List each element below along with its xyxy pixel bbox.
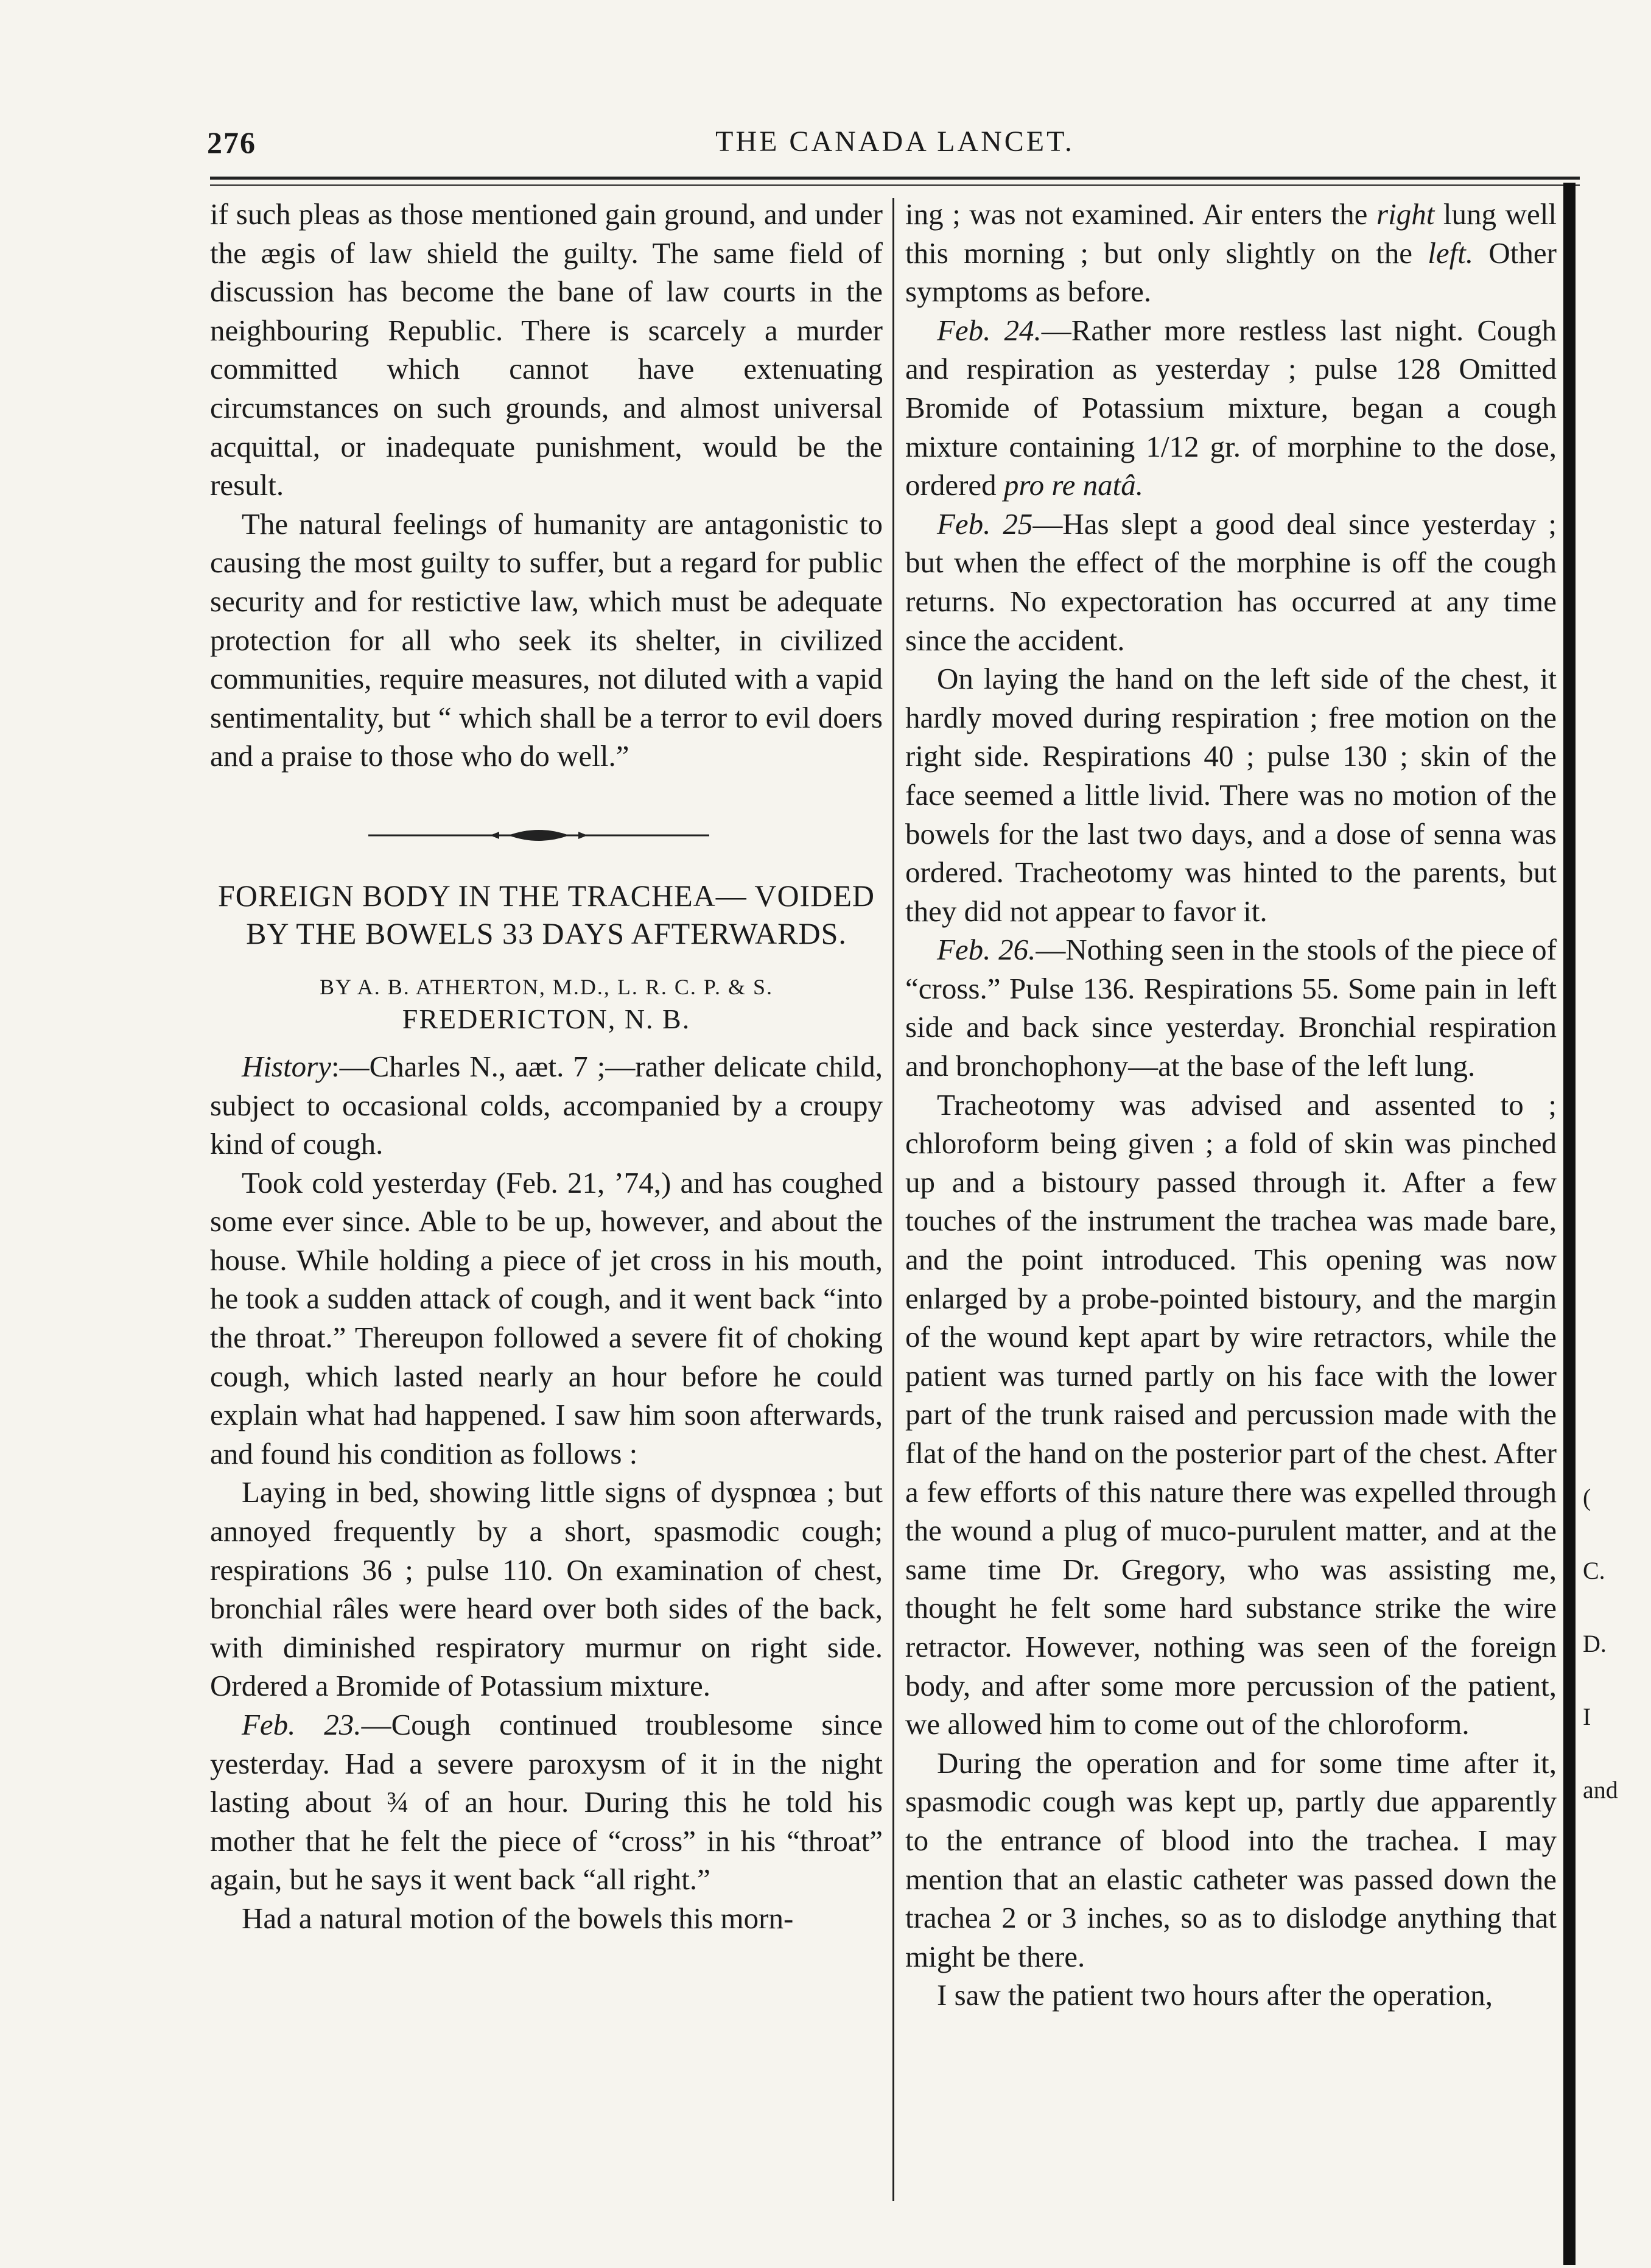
- paragraph: On laying the hand on the left side of the chest, it hardly moved during respiration ; free motion on the right side. Respirations 40 ; pulse 130 ; skin of the face seemed a little livid. There was no motion of the bowels for the last two days, and a dose of senna was ordered. Tracheotomy was hinted to the parents, but they did not appear to favor it.: [905, 662, 1557, 928]
- running-title: THE CANADA LANCET.: [715, 125, 1074, 158]
- paragraph: Feb. 26.—Nothing seen in the stools of the piece of “cross.” Pulse 136. Respirations 55. Some pain in left side and back since yesterday. Bronchial respiration and bronchophony—at the base of the left lung.: [905, 933, 1557, 1083]
- margin-fragment: (: [1583, 1484, 1591, 1511]
- header-rule-thin: [210, 184, 1580, 186]
- section-ornament: [210, 823, 883, 848]
- paragraph: Tracheotomy was advised and assented to ; chloroform being given ; a fold of skin was pinched up and a bistoury passed through it. After a few touches of the instrument the trachea was made bare, and the point introduced. This opening was now enlarged by a probe-pointed bistoury, and the margin of the wound kept apart by wire retractors, while the patient was turned partly on his face with the lower part of the trunk raised and percussion made with the flat of the hand on the posterior part of the chest. After a few efforts of this nature there was expelled through the wound a plug of muco-purulent matter, and at the same time Dr. Gregory, who was assisting me, thought he felt some hard substance strike the wire retractor. However, nothing was seen of the foreign body, and after some more percussion of the patient, we allowed him to come out of the chloroform.: [905, 1087, 1557, 1741]
- article-title: FOREIGN BODY IN THE TRACHEA— VOIDED BY THE BOWELS 33 DAYS AFTERWARDS.: [218, 878, 875, 950]
- date-label: Feb. 26.: [937, 933, 1036, 967]
- paragraph: Laying in bed, showing little signs of dyspnœa ; but annoyed frequently by a short, spasmodic cough; respirations 36 ; pulse 110. On examination of chest, bronchial râles were heard over both sides of the back, with diminished respiratory murmur on right side. Ordered a Bromide of Potassium mixture.: [210, 1475, 883, 1703]
- margin-fragment: D.: [1583, 1630, 1607, 1657]
- column-divider: [892, 198, 894, 2201]
- date-label: Feb. 23.: [242, 1708, 362, 1741]
- margin-fragment: and: [1583, 1776, 1618, 1803]
- page-number: 276: [207, 125, 256, 160]
- margin-fragment: C.: [1583, 1557, 1605, 1584]
- right-column: [905, 195, 1557, 2015]
- margin-fragments: [1583, 1461, 1632, 1827]
- page-header: [207, 125, 1583, 161]
- paragraph: Feb. 23.—Cough continued troublesome since yesterday. Had a severe paroxysm of it in the night lasting about ¾ of an hour. During this he told his mother that he felt the piece of “cross” in his “throat” again, but he says it went back “all right.”: [210, 1708, 883, 1897]
- paragraph: ing ; was not examined. Air enters the right lung well this morning ; but only slightly on the left. Other symptoms as before.: [905, 197, 1557, 309]
- header-rule-thick: [210, 177, 1580, 180]
- paragraph: Feb. 24.—Rather more restless last night. Cough and respiration as yesterday ; pulse 128 Omitted Bromide of Potassium mixture, began a cough mixture containing 1/12 gr. of morphine to the dose, ordered pro re natâ.: [905, 313, 1557, 502]
- paragraph: if such pleas as those mentioned gain ground, and under the ægis of law shield the guilty. The same field of discussion has become the bane of law courts in the neighbouring Republic. There is scarcely a murder committed which cannot have extenuating circumstances on such grounds, and almost universal acquittal, or inadequate punishment, would be the result.: [210, 197, 883, 502]
- date-label: Feb. 24.: [937, 313, 1042, 347]
- paragraph: History:—Charles N., aæt. 7 ;—rather delicate child, subject to occasional colds, accompanied by a croupy kind of cough.: [210, 1049, 883, 1161]
- label-history: History: [242, 1049, 331, 1083]
- paragraph: Took cold yesterday (Feb. 21, ’74,) and has coughed some ever since. Able to be up, however, and about the house. While holding a piece of jet cross in his mouth, he took a sudden attack of cough, and it went back “into the throat.” Thereupon followed a severe fit of choking cough, which lasted nearly an hour before he could explain what had happened. I saw him soon afterwards, and found his condition as follows :: [210, 1165, 883, 1470]
- left-column: [210, 195, 883, 1938]
- binding-edge-shadow: [1563, 183, 1576, 2265]
- paragraph: Feb. 25—Has slept a good deal since yesterday ; but when the effect of the morphine is off the cough returns. No expectoration has occurred at any time since the accident.: [905, 507, 1557, 657]
- author-location: FREDERICTON, N. B.: [402, 1003, 691, 1034]
- author-byline: BY A. B. ATHERTON, M.D., L. R. C. P. & S.: [320, 974, 773, 999]
- paragraph: During the operation and for some time after it, spasmodic cough was kept up, partly due apparently to the entrance of blood into the trachea. I may mention that an elastic catheter was passed down the trachea 2 or 3 inches, so as to dislodge anything that might be there.: [905, 1746, 1557, 1973]
- ornament-rule-icon: [368, 823, 709, 848]
- paragraph: I saw the patient two hours after the operation,: [937, 1978, 1493, 2012]
- margin-fragment: I: [1583, 1703, 1591, 1730]
- paragraph: Had a natural motion of the bowels this morn-: [242, 1901, 794, 1935]
- paragraph: The natural feelings of humanity are antagonistic to causing the most guilty to suffer, but a regard for public security and for restictive law, which must be adequate protection for all who seek its shelter, in civilized communities, require measures, not diluted with a vapid sentimentality, but “ which shall be a terror to evil doers and a praise to those who do well.”: [210, 507, 883, 773]
- date-label: Feb. 25: [937, 507, 1033, 541]
